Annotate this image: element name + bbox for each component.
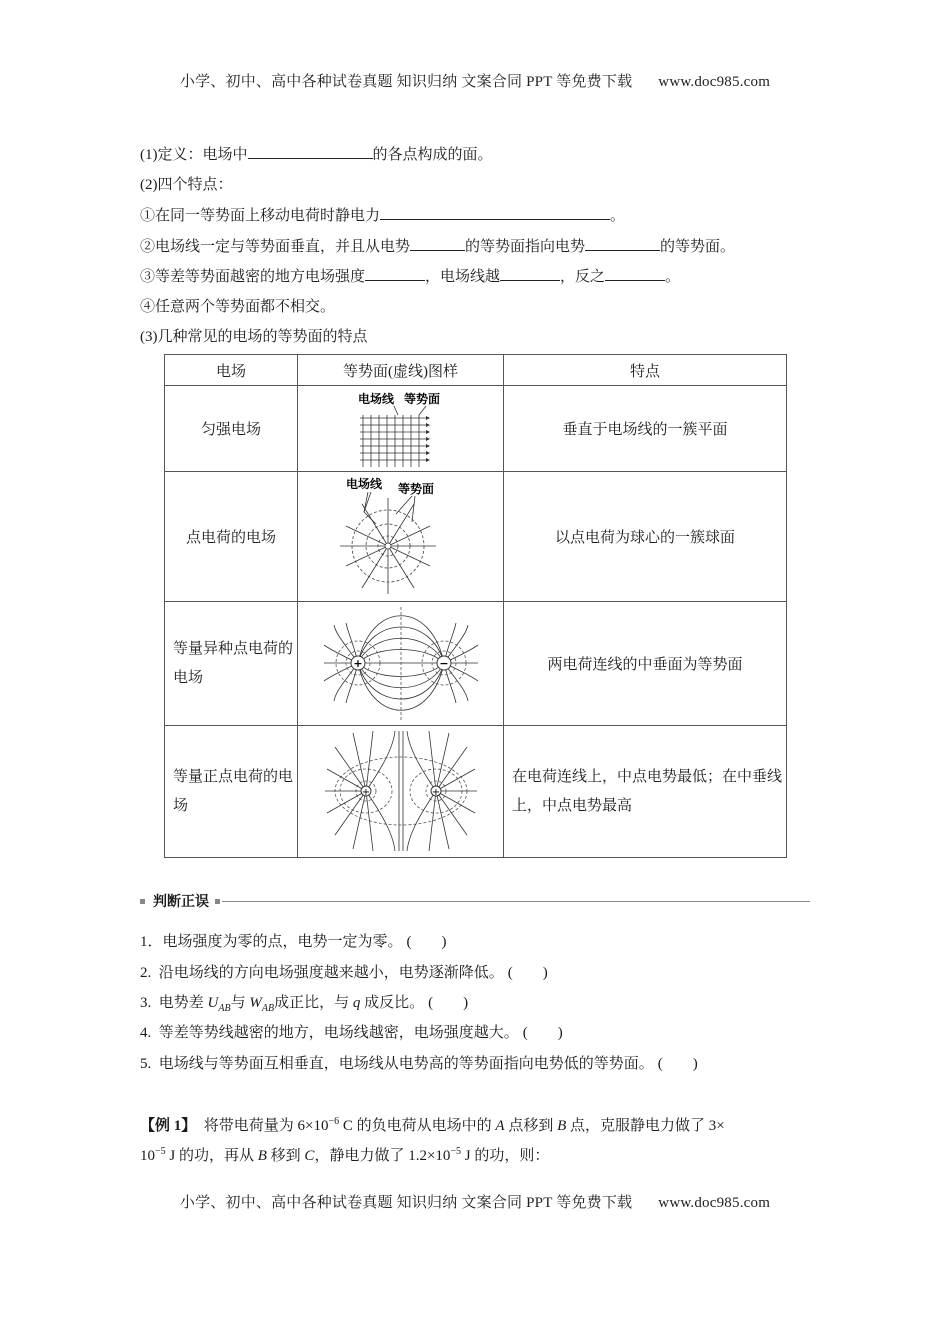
table-row (165, 386, 787, 472)
table-heading: (3)几种常见的电场的等势面的特点 (140, 329, 368, 345)
header-banner (0, 70, 950, 91)
like-charges-figure (321, 729, 481, 854)
field-name: 等量异种点电荷的电场 (165, 602, 298, 726)
feature-text: 在电荷连线上，中点电势最低；在中垂线上，中点电势最高 (504, 726, 787, 858)
footer-banner (0, 1191, 950, 1212)
fill-blank (500, 266, 560, 281)
banner-url[interactable]: www.doc985.com (658, 1195, 771, 1211)
figure-cell (298, 386, 504, 472)
judge-item-1: 1．电场强度为零的点，电势一定为零。 ( ) (140, 934, 447, 950)
answer-paren[interactable]: ( ) (522, 1025, 563, 1041)
table-row (165, 726, 787, 858)
feature-2: ②电场线一定与等势面垂直，并且从电势 的等势面指向电势 的等势面。 (140, 236, 735, 257)
example-line-2: $10^{-5}$ J 的功，再从 B 移到 C，静电力做了 $1.2\times 10^{-5}$ J 的功，则： (140, 1146, 550, 1164)
fill-blank (585, 236, 660, 251)
section-title: 判断正误 (153, 894, 209, 910)
judge-section-header (140, 893, 810, 909)
svg-text:电场线: 电场线 (357, 391, 394, 406)
dipole-field-figure (316, 605, 486, 723)
figure-cell (298, 726, 504, 858)
example-label: 【例 1】 (140, 1118, 197, 1134)
feature-1: ①在同一等势面上移动电荷时静电力 。 (140, 205, 625, 226)
svg-text:等势面: 等势面 (397, 482, 434, 496)
feature-3: ③等差等势面越密的地方电场强度 ，电场线越 ，反之 。 (140, 266, 680, 287)
judge-item-4: 4. 等差等势线越密的地方，电场线越密，电场强度越大。 ( ) (140, 1025, 563, 1041)
table-header-row (165, 355, 787, 386)
point-charge-figure (336, 474, 466, 599)
example-line-1: 【例 1】 将带电荷量为 $6\times 10^{-6}$ C 的负电荷从电场中的 A 点移到 B 点，克服静电力做了 3× (140, 1116, 725, 1134)
col-header-field: 电场 (165, 355, 298, 386)
field-name: 等量正点电荷的电场 (165, 726, 298, 858)
col-header-feature: 特点 (504, 355, 787, 386)
answer-paren[interactable]: ( ) (507, 965, 548, 981)
svg-text:电场线: 电场线 (345, 477, 382, 491)
uniform-field-figure (346, 389, 456, 469)
judge-item-2: 2. 沿电场线的方向电场强度越来越小，电势逐渐降低。 ( ) (140, 965, 548, 981)
banner-url[interactable]: www.doc985.com (658, 74, 771, 90)
definition-line: (1)定义：电场中 的各点构成的面。 (140, 144, 493, 165)
field-name: 匀强电场 (165, 386, 298, 472)
table-row (165, 602, 787, 726)
fill-blank (410, 236, 465, 251)
square-bullet-icon (215, 899, 220, 904)
svg-text:+: + (361, 787, 370, 798)
answer-paren[interactable]: ( ) (406, 934, 447, 950)
feature-4: ④任意两个等势面都不相交。 (140, 299, 336, 315)
svg-text:+: + (431, 787, 440, 798)
feature-text: 垂直于电场线的一簇平面 (504, 386, 787, 472)
svg-text:等势面: 等势面 (403, 391, 440, 406)
fill-blank (380, 205, 610, 220)
figure-cell (298, 472, 504, 602)
fill-blank (365, 266, 425, 281)
svg-text:+: + (352, 656, 363, 670)
svg-text:−: − (438, 656, 449, 670)
features-heading: (2)四个特点： (140, 177, 233, 193)
figure-cell (298, 602, 504, 726)
equipotential-table (164, 354, 787, 858)
col-header-figure: 等势面(虚线)图样 (298, 355, 504, 386)
field-name: 点电荷的电场 (165, 472, 298, 602)
banner-text: 小学、初中、高中各种试卷真题 知识归纳 文案合同 PPT 等免费下载 (179, 74, 633, 90)
judge-item-5: 5. 电场线与等势面互相垂直，电场线从电势高的等势面指向电势低的等势面。 ( ) (140, 1056, 698, 1072)
judge-item-3: 3. 电势差 $U_{AB}$与 $W_{AB}$成正比，与 q 成反比。 ( ) (140, 995, 469, 1014)
answer-paren[interactable]: ( ) (428, 995, 469, 1011)
feature-text: 两电荷连线的中垂面为等势面 (504, 602, 787, 726)
fill-blank (605, 266, 665, 281)
feature-text: 以点电荷为球心的一簇球面 (504, 472, 787, 602)
square-bullet-icon (140, 899, 145, 904)
fill-blank (248, 144, 373, 159)
table-row (165, 472, 787, 602)
divider (222, 901, 810, 902)
answer-paren[interactable]: ( ) (657, 1056, 698, 1072)
banner-text: 小学、初中、高中各种试卷真题 知识归纳 文案合同 PPT 等免费下载 (179, 1195, 633, 1211)
